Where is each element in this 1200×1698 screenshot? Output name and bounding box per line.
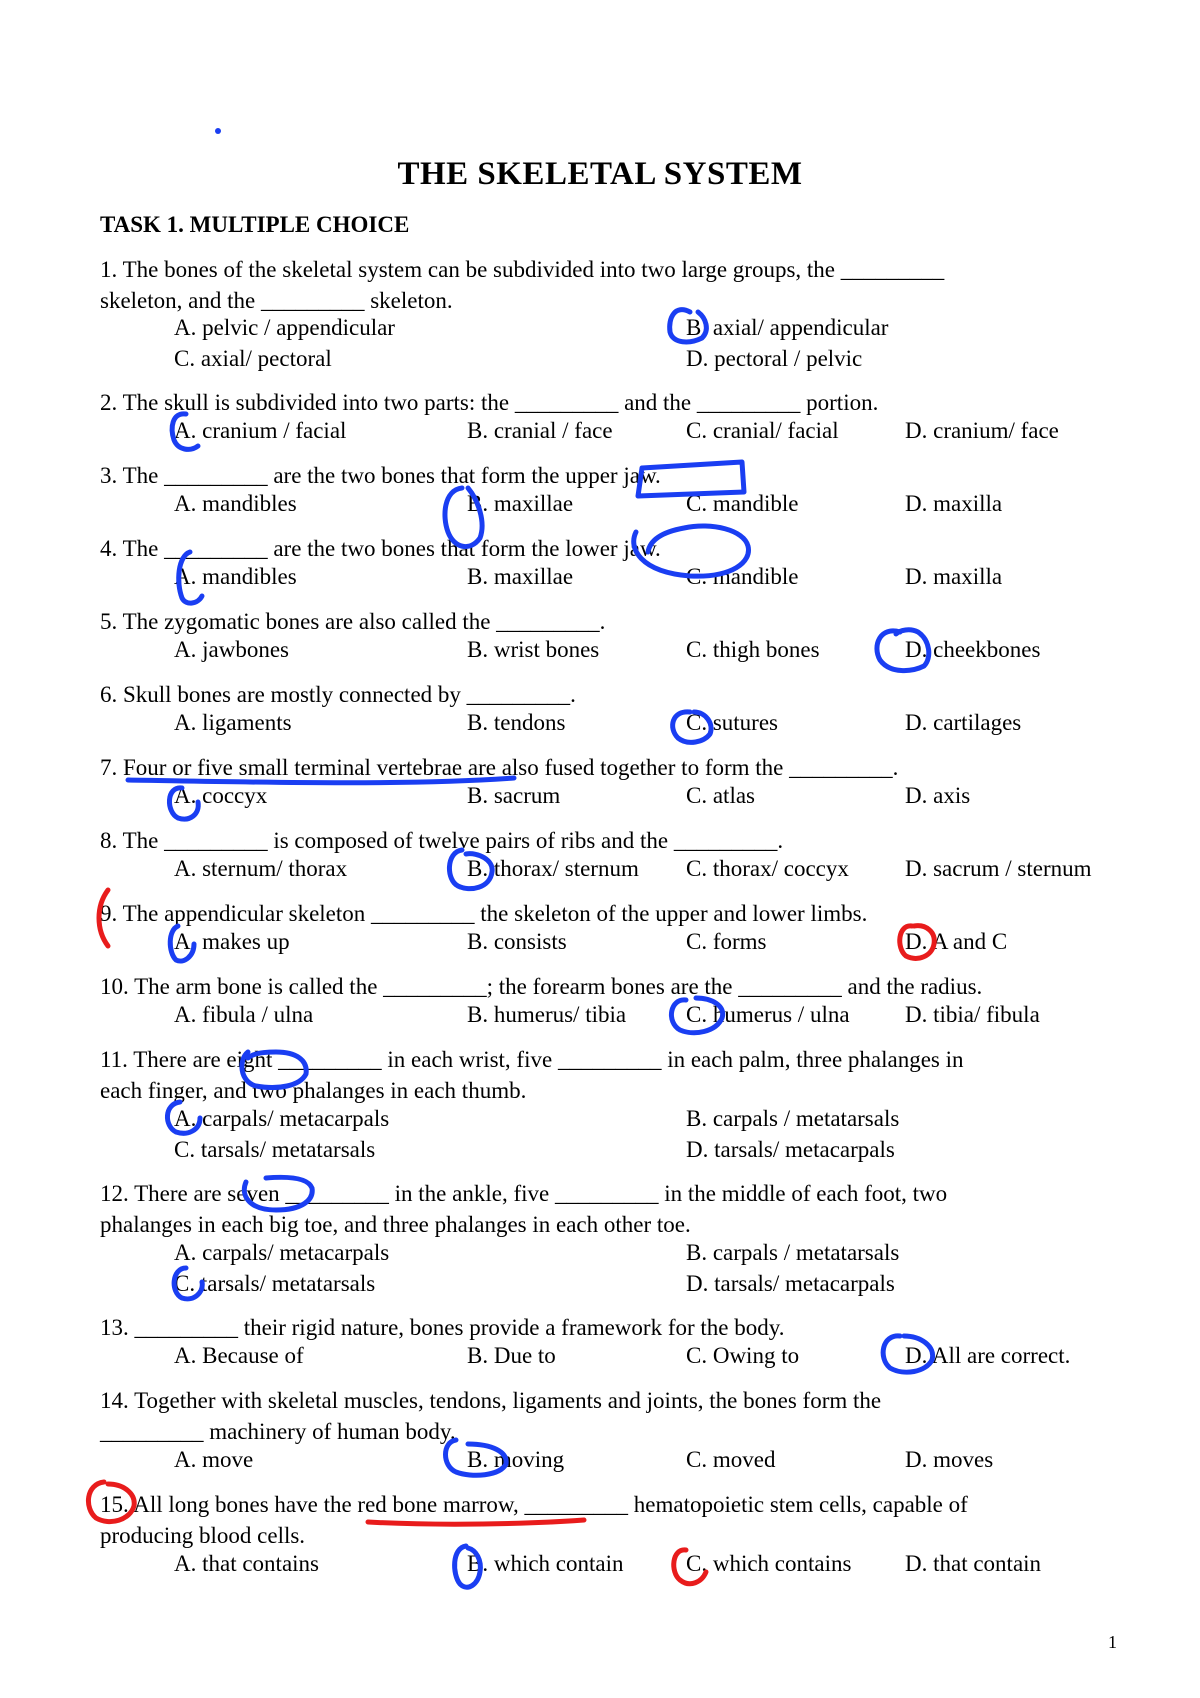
question-12 — [100, 1178, 947, 1240]
q14-option-a[interactable]: A. move — [174, 1447, 254, 1472]
q12-option-c[interactable]: C. tarsals/ metatarsals — [174, 1271, 376, 1296]
q9-option-b[interactable]: B. consists — [467, 929, 567, 954]
q8-option-b[interactable]: B. thorax/ sternum — [467, 856, 639, 881]
q14-option-b[interactable]: B. moving — [467, 1447, 565, 1472]
q5-option-b[interactable]: B. wrist bones — [467, 637, 600, 662]
q8-option-d[interactable]: D. sacrum / sternum — [905, 856, 1092, 881]
q12-option-a[interactable]: A. carpals/ metacarpals — [174, 1240, 390, 1265]
q14-option-d[interactable]: D. moves — [905, 1447, 994, 1472]
question-5-line-1: 5. The zygomatic bones are also called the _________. — [100, 609, 606, 634]
page-number: 1 — [1108, 1632, 1117, 1652]
q5-option-a[interactable]: A. jawbones — [174, 637, 289, 662]
q5-option-c[interactable]: C. thigh bones — [686, 637, 820, 662]
q2-option-b[interactable]: B. cranial / face — [467, 418, 613, 443]
question-10-line-1: 10. The arm bone is called the _________; the forearm bones are the _________ and the radius. — [100, 974, 983, 999]
q13-option-b[interactable]: B. Due to — [467, 1343, 556, 1368]
question-11-line-2: each finger, and two phalanges in each thumb. — [100, 1078, 527, 1103]
q11-option-d[interactable]: D. tarsals/ metacarpals — [686, 1137, 895, 1162]
q8-option-a[interactable]: A. sternum/ thorax — [174, 856, 348, 881]
q9-option-d[interactable]: D. A and C — [905, 929, 1008, 954]
q15-option-d[interactable]: D. that contain — [905, 1551, 1042, 1576]
q3-option-a[interactable]: A. mandibles — [174, 491, 297, 516]
q12-option-b[interactable]: B. carpals / metatarsals — [686, 1240, 900, 1265]
question-4 — [100, 533, 661, 564]
q10-option-c[interactable]: C. humerus / ulna — [686, 1002, 850, 1027]
question-12-line-1: 12. There are seven _________ in the ankle, five _________ in the middle of each foot, two — [100, 1181, 948, 1206]
task-heading: TASK 1. MULTIPLE CHOICE — [100, 212, 410, 237]
q4-option-a[interactable]: A. mandibles — [174, 564, 297, 589]
q10-option-a[interactable]: A. fibula / ulna — [174, 1002, 314, 1027]
question-3 — [100, 460, 661, 491]
q3-option-d[interactable]: D. maxilla — [905, 491, 1003, 516]
question-11-line-1: 11. There are eight _________ in each wrist, five _________ in each palm, three phalanges in — [100, 1047, 964, 1072]
q7-option-b[interactable]: B. sacrum — [467, 783, 561, 808]
q12-option-d[interactable]: D. tarsals/ metacarpals — [686, 1271, 895, 1296]
question-9 — [100, 898, 867, 929]
question-11 — [100, 1044, 964, 1106]
q2-option-c[interactable]: C. cranial/ facial — [686, 418, 839, 443]
q10-option-d[interactable]: D. tibia/ fibula — [905, 1002, 1040, 1027]
q11-option-a[interactable]: A. carpals/ metacarpals — [174, 1106, 390, 1131]
q9-option-c[interactable]: C. forms — [686, 929, 767, 954]
q6-option-b[interactable]: B. tendons — [467, 710, 566, 735]
q1-option-b[interactable]: B. axial/ appendicular — [686, 315, 889, 340]
q4-option-c[interactable]: C. mandible — [686, 564, 799, 589]
question-3-line-1: 3. The _________ are the two bones that form the upper jaw. — [100, 463, 661, 488]
q1-option-a[interactable]: A. pelvic / appendicular — [174, 315, 395, 340]
q2-option-a[interactable]: A. cranium / facial — [174, 418, 347, 443]
question-1 — [100, 254, 944, 316]
q15-option-a[interactable]: A. that contains — [174, 1551, 319, 1576]
question-14 — [100, 1385, 881, 1447]
question-15 — [100, 1489, 968, 1551]
question-13-line-1: 13. _________ their rigid nature, bones provide a framework for the body. — [100, 1315, 785, 1340]
q9-option-a[interactable]: A. makes up — [174, 929, 290, 954]
question-7-line-1: 7. Four or five small terminal vertebrae are also fused together to form the _________. — [100, 755, 899, 780]
question-5 — [100, 606, 605, 637]
question-15-line-2: producing blood cells. — [100, 1523, 306, 1548]
q4-option-d[interactable]: D. maxilla — [905, 564, 1003, 589]
question-6 — [100, 679, 576, 710]
question-4-line-1: 4. The _________ are the two bones that form the lower jaw. — [100, 536, 661, 561]
q15-option-b[interactable]: B. which contain — [467, 1551, 624, 1576]
q2-option-d[interactable]: D. cranium/ face — [905, 418, 1059, 443]
question-10 — [100, 971, 982, 1002]
q4-option-b[interactable]: B. maxillae — [467, 564, 574, 589]
q11-option-b[interactable]: B. carpals / metatarsals — [686, 1106, 900, 1131]
q8-option-c[interactable]: C. thorax/ coccyx — [686, 856, 849, 881]
q7-option-a[interactable]: A. coccyx — [174, 783, 268, 808]
q7-option-d[interactable]: D. axis — [905, 783, 971, 808]
q1-option-d[interactable]: D. pectoral / pelvic — [686, 346, 863, 371]
question-8 — [100, 825, 783, 856]
question-2-line-1: 2. The skull is subdivided into two parts: the _________ and the _________ portion. — [100, 390, 879, 415]
question-14-line-2: _________ machinery of human body. — [100, 1419, 456, 1444]
q3-option-b[interactable]: B. maxillae — [467, 491, 574, 516]
q3-option-c[interactable]: C. mandible — [686, 491, 799, 516]
question-9-line-1: 9. The appendicular skeleton _________ the skeleton of the upper and lower limbs. — [100, 901, 868, 926]
q6-option-c[interactable]: C. sutures — [686, 710, 778, 735]
question-15-line-1: 15. All long bones have the red bone marrow, _________ hematopoietic stem cells, capable of — [100, 1492, 968, 1517]
question-6-line-1: 6. Skull bones are mostly connected by _________. — [100, 682, 576, 707]
question-8-line-1: 8. The _________ is composed of twelve pairs of ribs and the _________. — [100, 828, 784, 853]
q5-option-d[interactable]: D. cheekbones — [905, 637, 1041, 662]
q13-option-d[interactable]: D. All are correct. — [905, 1343, 1071, 1368]
question-7 — [100, 752, 898, 783]
q6-option-a[interactable]: A. ligaments — [174, 710, 292, 735]
q11-option-c[interactable]: C. tarsals/ metatarsals — [174, 1137, 376, 1162]
question-14-line-1: 14. Together with skeletal muscles, tendons, ligaments and joints, the bones form the — [100, 1388, 882, 1413]
question-1-line-1: 1. The bones of the skeletal system can be subdivided into two large groups, the _________ — [100, 257, 945, 282]
q1-option-c[interactable]: C. axial/ pectoral — [174, 346, 332, 371]
q14-option-c[interactable]: C. moved — [686, 1447, 776, 1472]
q10-option-b[interactable]: B. humerus/ tibia — [467, 1002, 627, 1027]
question-12-line-2: phalanges in each big toe, and three phalanges in each other toe. — [100, 1212, 691, 1237]
q6-option-d[interactable]: D. cartilages — [905, 710, 1022, 735]
ink-dot — [215, 128, 221, 134]
question-1-line-2: skeleton, and the _________ skeleton. — [100, 288, 453, 313]
q13-option-c[interactable]: C. Owing to — [686, 1343, 800, 1368]
q13-option-a[interactable]: A. Because of — [174, 1343, 304, 1368]
page-title: THE SKELETAL SYSTEM — [397, 156, 803, 192]
question-2 — [100, 387, 878, 418]
q15-option-c[interactable]: C. which contains — [686, 1551, 852, 1576]
q7-option-c[interactable]: C. atlas — [686, 783, 755, 808]
question-13 — [100, 1312, 785, 1343]
